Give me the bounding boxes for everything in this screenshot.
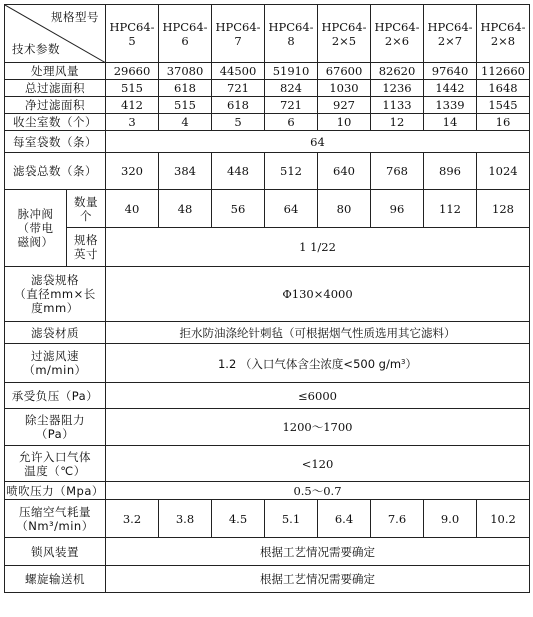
table-row bbox=[5, 97, 530, 114]
table-cell: 1545 bbox=[477, 97, 530, 114]
row-label-bag-material: 滤袋材质 bbox=[5, 322, 106, 344]
table-row bbox=[5, 446, 530, 482]
table-cell: 5 bbox=[212, 114, 265, 131]
table-cell: 112660 bbox=[477, 63, 530, 80]
row-label-neg-pressure: 承受负压（Pa） bbox=[5, 383, 106, 409]
table-cell: 3.8 bbox=[159, 500, 212, 538]
table-row bbox=[5, 267, 530, 322]
model-header: HPC64- 5 bbox=[106, 5, 159, 63]
model-header: HPC64- 2×8 bbox=[477, 5, 530, 63]
table-cell: 618 bbox=[212, 97, 265, 114]
table-cell: <120 bbox=[106, 446, 530, 482]
row-sublabel-spec: 规格 英寸 bbox=[67, 228, 106, 267]
table-cell: 48 bbox=[159, 190, 212, 228]
row-label-inlet-temp: 允许入口气体 温度（℃） bbox=[5, 446, 106, 482]
table-cell: 128 bbox=[477, 190, 530, 228]
table-cell: 1133 bbox=[371, 97, 424, 114]
table-cell: 5.1 bbox=[265, 500, 318, 538]
row-label-airlock: 锁风装置 bbox=[5, 538, 106, 566]
model-header: HPC64- 7 bbox=[212, 5, 265, 63]
table-cell: 412 bbox=[106, 97, 159, 114]
table-cell: 1030 bbox=[318, 80, 371, 97]
table-cell: 512 bbox=[265, 153, 318, 190]
model-header: HPC64- 2×5 bbox=[318, 5, 371, 63]
table-cell: 56 bbox=[212, 190, 265, 228]
table-row bbox=[5, 190, 530, 228]
row-label-pulse-valve: 脉冲阀 （带电 磁阀） bbox=[5, 190, 67, 267]
table-cell: 拒水防油涤纶针刺毡（可根据烟气性质选用其它滤料） bbox=[106, 322, 530, 344]
table-row bbox=[5, 538, 530, 566]
model-header: HPC64- 2×7 bbox=[424, 5, 477, 63]
table-cell: 29660 bbox=[106, 63, 159, 80]
table-row bbox=[5, 566, 530, 593]
row-label-total-bags: 滤袋总数（条） bbox=[5, 153, 106, 190]
table-cell: 6.4 bbox=[318, 500, 371, 538]
table-cell: 384 bbox=[159, 153, 212, 190]
table-cell: 80 bbox=[318, 190, 371, 228]
table-cell: 64 bbox=[265, 190, 318, 228]
corner-label-params: 技术参数 bbox=[12, 42, 60, 56]
row-label-air-consumption: 压缩空气耗量 （Nm³/min） bbox=[5, 500, 106, 538]
table-cell: 448 bbox=[212, 153, 265, 190]
table-cell: 824 bbox=[265, 80, 318, 97]
table-cell: 927 bbox=[318, 97, 371, 114]
corner-label-model: 规格型号 bbox=[51, 10, 99, 24]
table-cell: 6 bbox=[265, 114, 318, 131]
table-row bbox=[5, 114, 530, 131]
table-row bbox=[5, 228, 530, 267]
table-cell bbox=[106, 344, 530, 383]
table-row bbox=[5, 482, 530, 500]
table-row bbox=[5, 63, 530, 80]
filter-speed-superscript: 3 bbox=[401, 358, 406, 366]
row-label-net-area: 净过滤面积 bbox=[5, 97, 106, 114]
table-cell: 67600 bbox=[318, 63, 371, 80]
table-cell: 9.0 bbox=[424, 500, 477, 538]
row-label-blow-pressure: 喷吹压力（Mpa） bbox=[6, 483, 104, 498]
table-cell: 16 bbox=[477, 114, 530, 131]
table-cell: 112 bbox=[424, 190, 477, 228]
row-label-resistance: 除尘器阻力 （Pa） bbox=[5, 409, 106, 446]
table-cell: 44500 bbox=[212, 63, 265, 80]
table-cell: 3.2 bbox=[106, 500, 159, 538]
table-cell: 618 bbox=[159, 80, 212, 97]
row-label-screw-conveyor: 螺旋输送机 bbox=[5, 566, 106, 593]
table-cell: 896 bbox=[424, 153, 477, 190]
table-cell: 64 bbox=[106, 131, 530, 153]
filter-speed-tail: ） bbox=[405, 357, 418, 371]
table-row bbox=[5, 153, 530, 190]
table-cell: 根据工艺情况需要确定 bbox=[106, 538, 530, 566]
table-cell: 12 bbox=[371, 114, 424, 131]
table-cell: 768 bbox=[371, 153, 424, 190]
table-row bbox=[5, 131, 530, 153]
table-cell: Φ130×4000 bbox=[106, 267, 530, 322]
table-row bbox=[5, 500, 530, 538]
table-cell: 7.6 bbox=[371, 500, 424, 538]
table-cell: 515 bbox=[159, 97, 212, 114]
table-cell: 515 bbox=[106, 80, 159, 97]
table-cell: 640 bbox=[318, 153, 371, 190]
table-cell: 721 bbox=[212, 80, 265, 97]
table-cell: 1 1/22 bbox=[106, 228, 530, 267]
row-label-filter-speed: 过滤风速 （m/min） bbox=[5, 344, 106, 383]
table-cell: 40 bbox=[106, 190, 159, 228]
table-cell: 1442 bbox=[424, 80, 477, 97]
row-label-airflow: 处理风量 bbox=[5, 63, 106, 80]
table-cell: 320 bbox=[106, 153, 159, 190]
table-cell: ≤6000 bbox=[106, 383, 530, 409]
table-cell: 14 bbox=[424, 114, 477, 131]
table-row bbox=[5, 383, 530, 409]
row-sublabel-count: 数量 个 bbox=[67, 190, 106, 228]
row-label-total-area: 总过滤面积 bbox=[5, 80, 106, 97]
table-row bbox=[5, 409, 530, 446]
model-header: HPC64- 8 bbox=[265, 5, 318, 63]
row-label-bag-spec: 滤袋规格 （直径mm×长 度mm） bbox=[5, 267, 106, 322]
spec-table bbox=[4, 4, 530, 593]
corner-header-cell bbox=[5, 5, 106, 63]
table-cell: 97640 bbox=[424, 63, 477, 80]
table-row bbox=[5, 344, 530, 383]
table-cell: 96 bbox=[371, 190, 424, 228]
header-row bbox=[5, 5, 530, 63]
table-cell: 10 bbox=[318, 114, 371, 131]
table-cell: 1024 bbox=[477, 153, 530, 190]
table-cell: 721 bbox=[265, 97, 318, 114]
filter-speed-value: 1.2 （入口气体含尘浓度<500 g/m bbox=[217, 357, 402, 371]
table-cell: 82620 bbox=[371, 63, 424, 80]
table-cell: 1200～1700 bbox=[106, 409, 530, 446]
table-cell: 1339 bbox=[424, 97, 477, 114]
table-cell: 4.5 bbox=[212, 500, 265, 538]
table-row bbox=[5, 80, 530, 97]
table-cell: 1648 bbox=[477, 80, 530, 97]
row-label-chambers: 收尘室数（个） bbox=[5, 114, 106, 131]
model-header: HPC64- 2×6 bbox=[371, 5, 424, 63]
table-cell: 1236 bbox=[371, 80, 424, 97]
table-cell: 0.5～0.7 bbox=[106, 482, 530, 500]
table-row bbox=[5, 322, 530, 344]
table-cell: 根据工艺情况需要确定 bbox=[106, 566, 530, 593]
table-cell: 3 bbox=[106, 114, 159, 131]
table-cell: 4 bbox=[159, 114, 212, 131]
row-label-bags-per-chamber: 每室袋数（条） bbox=[5, 131, 106, 153]
table-cell: 37080 bbox=[159, 63, 212, 80]
table-cell: 51910 bbox=[265, 63, 318, 80]
table-cell: 10.2 bbox=[477, 500, 530, 538]
model-header: HPC64- 6 bbox=[159, 5, 212, 63]
